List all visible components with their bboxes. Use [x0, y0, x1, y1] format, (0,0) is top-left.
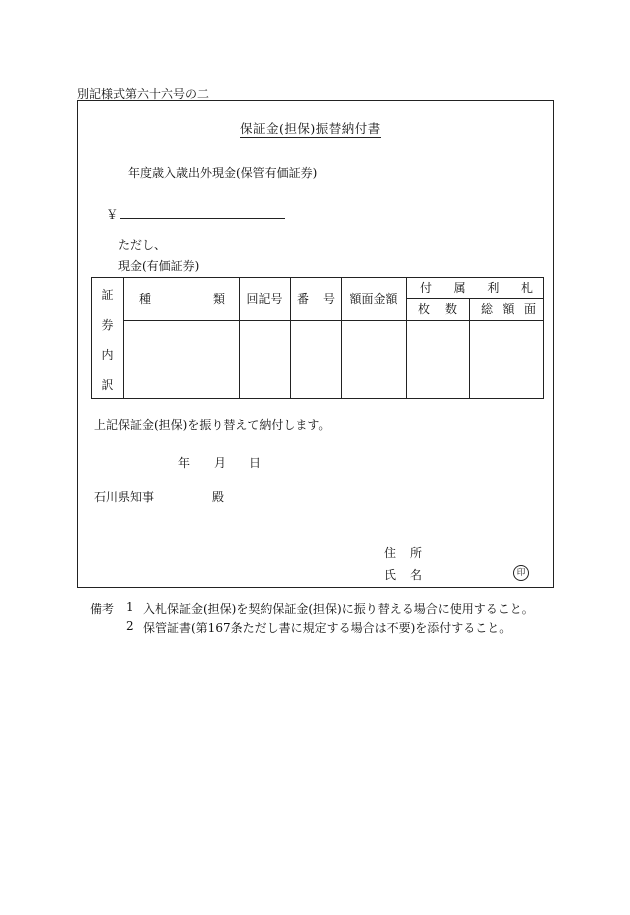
name-label-char: 名	[410, 568, 423, 582]
statement-text: 上記保証金(担保)を振り替えて納付します。	[94, 418, 331, 432]
side-label-char: 券	[101, 318, 114, 332]
date-month: 月	[214, 456, 227, 470]
header-coupons	[406, 278, 545, 298]
side-label-char: 証	[101, 288, 114, 302]
note-text: 保管証書(第167条ただし書に規定する場合は不要)を添付すること。	[143, 621, 512, 635]
header-count-char: 枚	[418, 302, 431, 316]
header-coupons-char: 属	[453, 281, 466, 295]
header-total-char: 総	[481, 302, 494, 316]
address-label-char: 所	[410, 546, 423, 560]
header-number-char: 号	[322, 292, 335, 306]
side-label-char: 内	[101, 348, 114, 362]
header-type-char: 種	[139, 292, 152, 306]
note-number: 1	[126, 600, 134, 614]
header-count-char: 数	[444, 302, 457, 316]
header-type	[123, 278, 239, 320]
proviso-text: ただし、	[118, 238, 167, 252]
yen-symbol: ￥	[106, 207, 119, 222]
header-coupons-char: 札	[520, 281, 533, 295]
address-label-char: 住	[384, 546, 397, 560]
header-coupons-char: 利	[487, 281, 500, 295]
document-title: 保証金(担保)振替納付書	[240, 121, 381, 136]
name-label-char: 氏	[384, 568, 397, 582]
header-number-char: 番	[297, 292, 310, 306]
table-header-line	[123, 320, 543, 321]
side-label-char: 訳	[101, 378, 114, 392]
note-text: 入札保証金(担保)を契約保証金(担保)に振り替える場合に使用すること。	[143, 602, 534, 616]
fiscal-line: 年度歳入歳出外現金(保管有価証券)	[128, 166, 318, 180]
header-coupons-char: 付	[420, 281, 433, 295]
header-count	[406, 298, 469, 320]
securities-table	[91, 277, 544, 399]
header-total-char: 面	[523, 302, 536, 316]
header-type-char: 類	[212, 292, 225, 306]
note-number: 2	[126, 619, 134, 633]
header-series-number: 回記号	[246, 292, 283, 306]
date-day: 日	[249, 456, 262, 470]
honorific: 殿	[212, 490, 225, 504]
cash-label: 現金(有価証券)	[118, 259, 200, 273]
notes-heading: 備考	[90, 602, 115, 616]
form-number: 別記様式第六十六号の二	[77, 87, 210, 101]
header-face-value: 額面金額	[349, 292, 398, 306]
seal-mark: 印	[513, 565, 529, 581]
header-total-char: 額	[502, 302, 515, 316]
amount-field-line	[120, 218, 285, 219]
header-total-face	[469, 298, 545, 320]
addressee: 石川県知事	[94, 490, 155, 504]
header-number	[290, 278, 341, 320]
date-year: 年	[178, 456, 191, 470]
